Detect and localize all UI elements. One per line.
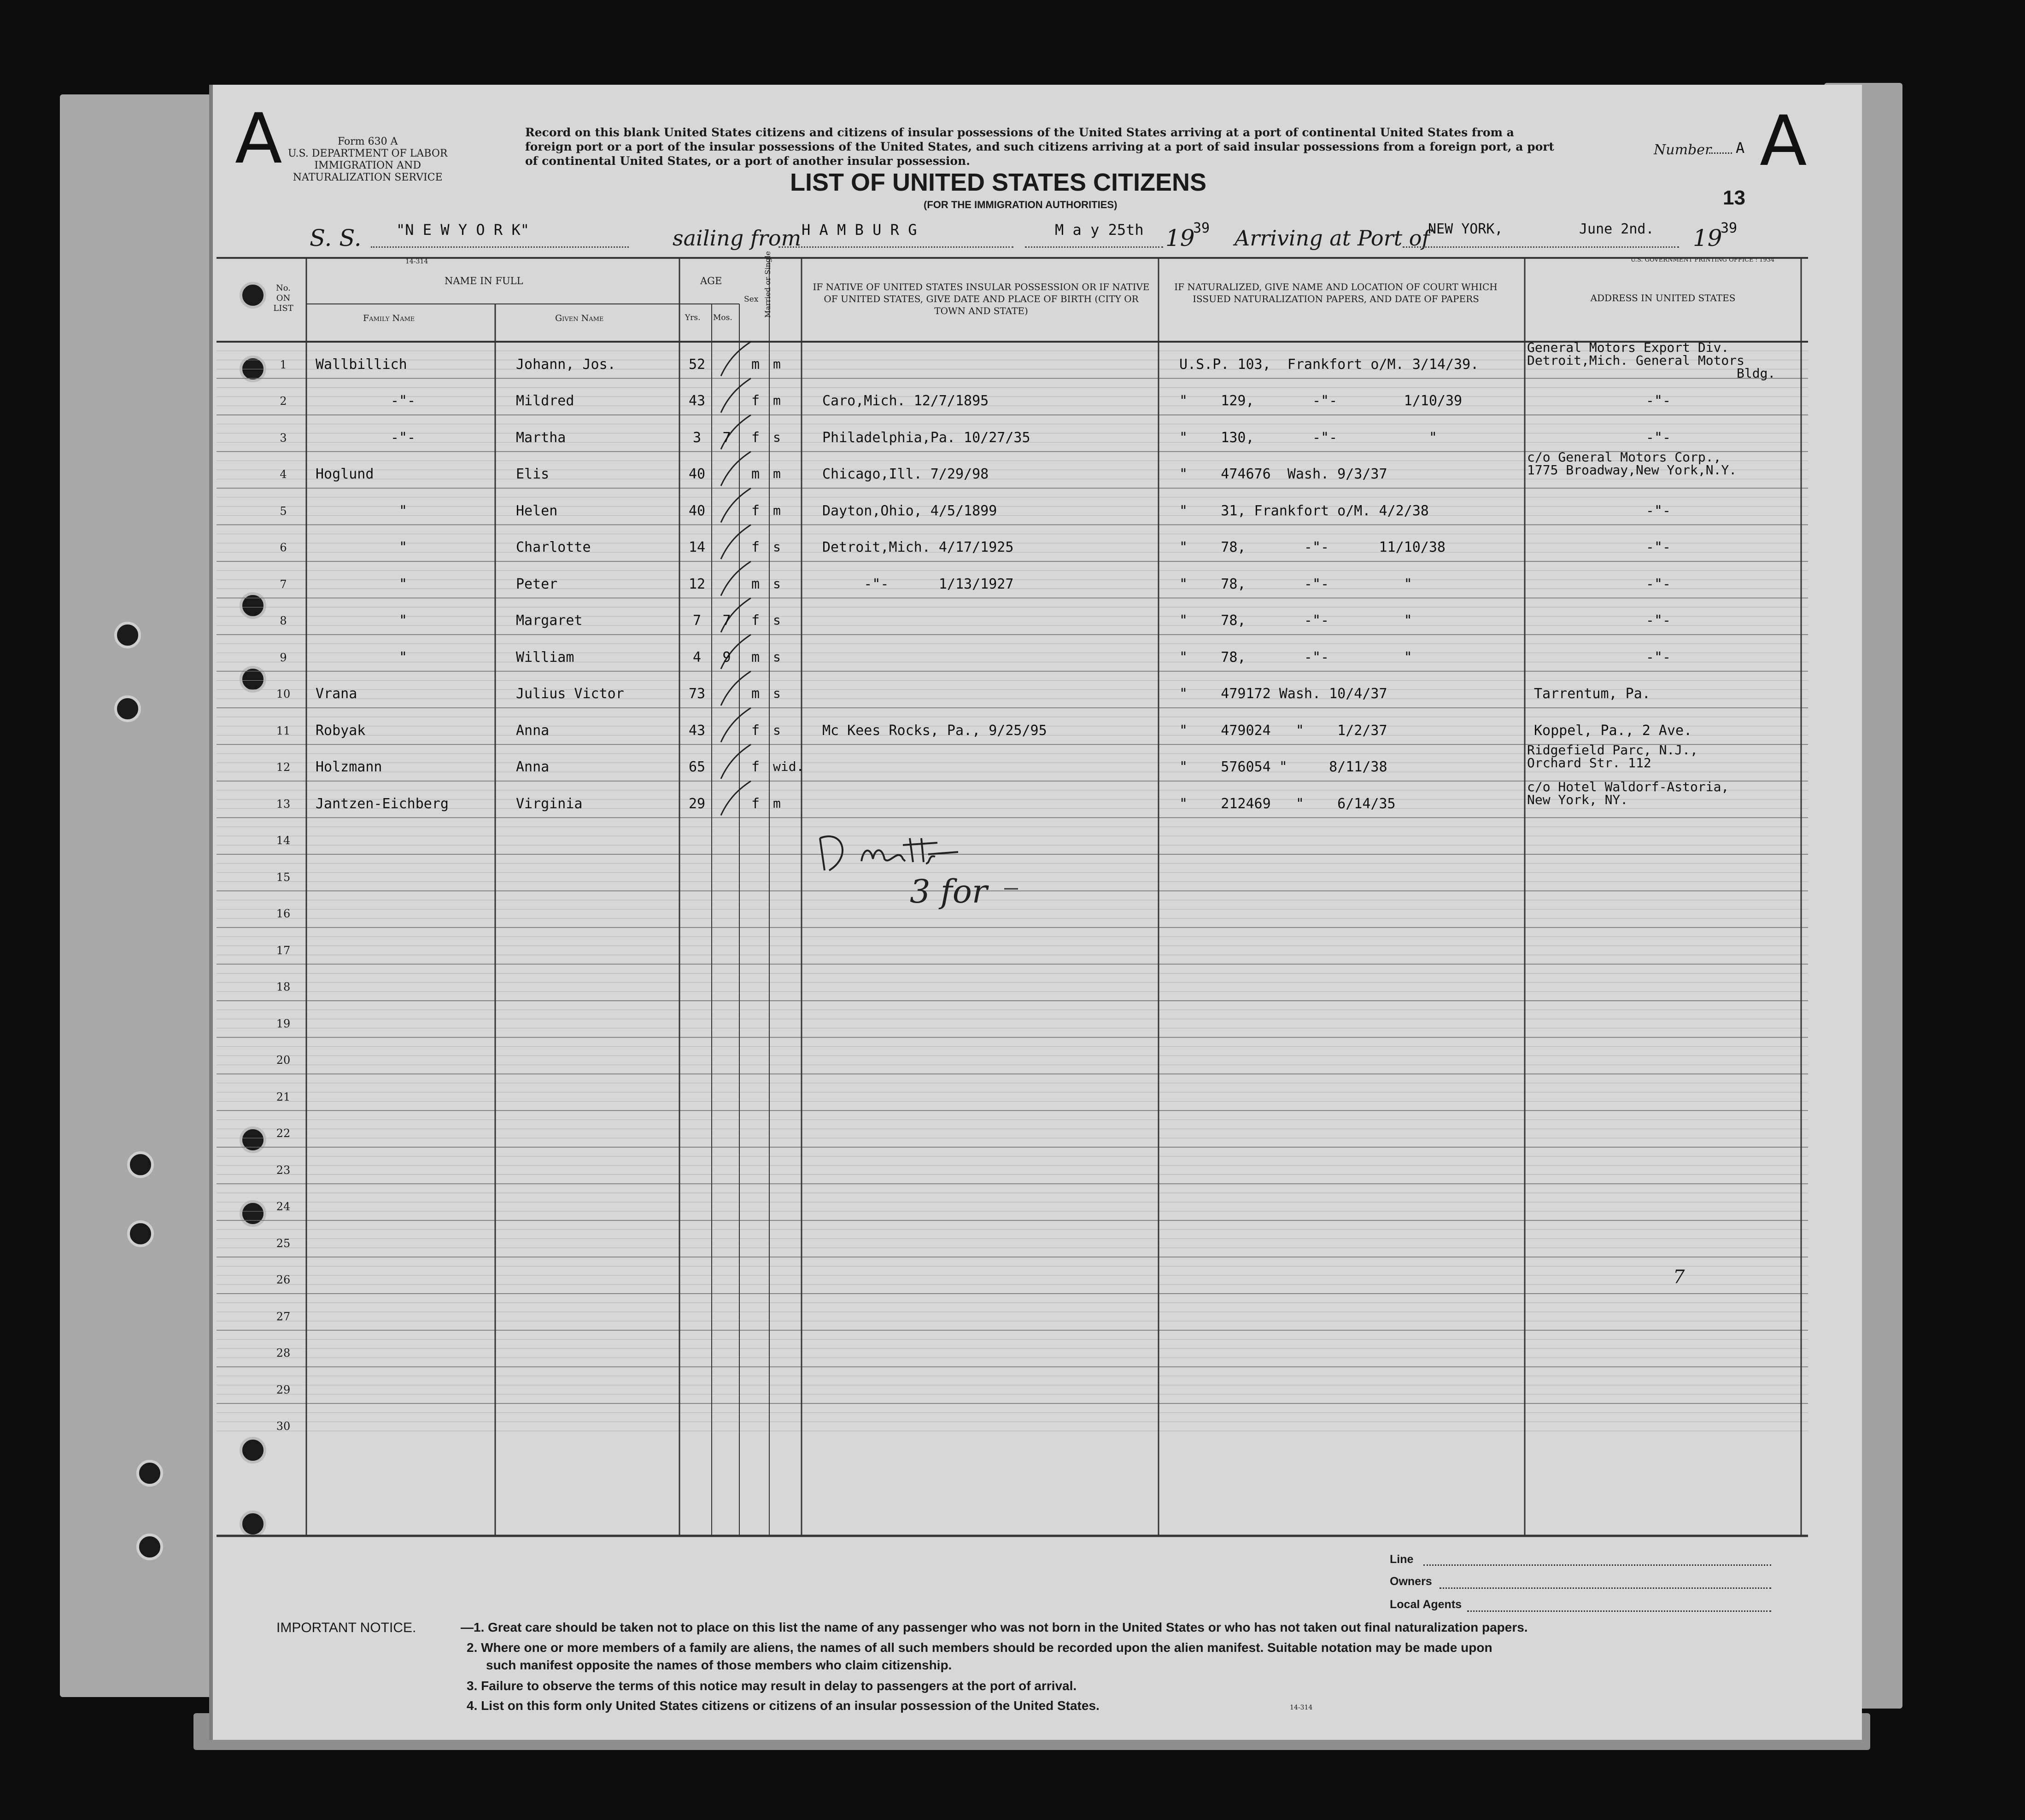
cell-address-line2: New York, NY. [1527,792,1628,807]
cell-given-name: Virginia [516,795,583,812]
row-number: 22 [276,1127,291,1140]
owners-label: Owners [1390,1575,1432,1588]
row-number: 25 [276,1237,291,1250]
cell-address: c/o Hotel Waldorf-Astoria, [1527,779,1729,794]
cell-sex: f [751,722,760,739]
cell-age-years: 14 [688,539,706,555]
col-header-address: ADDRESS IN UNITED STATES [1590,292,1736,303]
cell-marital-status: m [773,466,781,481]
instruction-line: Record on this blank United States citizens and citizens of insular possessions of the United States arriving at a port of continental United States from a [525,126,1514,139]
number-value-typed: A [1736,139,1745,157]
col-header-married: Married or Single [763,251,772,318]
row-number: 11 [276,724,291,737]
row-number: 17 [276,944,291,957]
row-number: 12 [276,761,291,774]
cell-birth: Mc Kees Rocks, Pa., 9/25/95 [822,722,1047,739]
local-agents-label: Local Agents [1390,1598,1462,1611]
form-info-line: Form 630 A [337,136,398,147]
cell-naturalization: " 129, -"- 1/10/39 [1179,393,1463,409]
cell-address: Tarrentum, Pa. [1534,686,1650,702]
cell-age-months: 7 [722,612,731,629]
page-number: 13 [1723,187,1745,209]
cell-given-name: Helen [516,502,558,519]
cell-address: -"- [1645,502,1671,519]
ss-label: S. S. [310,225,362,251]
cell-naturalization: " 78, -"- " [1179,612,1412,629]
cell-age-years: 7 [692,612,702,629]
cell-marital-status: s [773,686,781,701]
local-agents-dots [1467,1610,1771,1612]
line-dots [1423,1564,1771,1566]
cell-given-name: Elis [516,466,550,482]
row-number: 18 [276,980,291,993]
row-number: 5 [280,504,287,518]
notice-item: —1. Great care should be taken not to place on this list the name of any passenger who was not born in the United States or who has not taken out final naturalization papers. [461,1620,1528,1634]
cell-birth: Dayton,Ohio, 4/5/1899 [822,502,997,519]
cell-sex: m [751,576,760,592]
cell-naturalization: " 78, -"- " [1179,649,1412,665]
cell-age-months: 9 [722,649,731,665]
row-number: 29 [276,1383,291,1396]
row-number: 24 [276,1200,291,1213]
notice-code: 14-314 [1290,1704,1313,1711]
cell-naturalization: U.S.P. 103, Frankfort o/M. 3/14/39. [1179,356,1479,373]
cell-family-name: " [398,539,408,555]
row-number: 26 [276,1273,291,1286]
cell-marital-status: s [773,429,781,445]
notice-item: 3. Failure to observe the terms of this notice may result in delay to passengers at the port of arrival. [467,1679,1077,1693]
cell-given-name: Charlotte [516,539,591,555]
cell-sex: m [751,686,760,702]
col-header-yrs: Yrs. [685,313,701,322]
cell-given-name: Peter [516,576,558,592]
cell-address: -"- [1645,393,1671,409]
row-number: 6 [280,541,287,554]
cell-address: Ridgefield Parc, N.J., [1527,742,1698,758]
cell-naturalization: " 474676 Wash. 9/3/37 [1179,466,1387,482]
row-number: 28 [276,1347,291,1359]
cell-address: General Motors Export Div. [1527,339,1729,355]
cell-sex: m [751,649,760,665]
cell-given-name: Martha [516,429,566,446]
col-header-no: No. ON LIST [273,283,293,313]
row-number: 8 [280,614,287,627]
col-header-naturalized: IF NATURALIZED, GIVE NAME AND LOCATION OF COURT WHICH ISSUED NATURALIZATION PAPERS, AND DATE OF PAPERS [1174,281,1498,304]
cell-address: -"- [1645,576,1671,592]
row-number: 4 [280,468,287,481]
number-label: Number [1654,142,1712,158]
cell-address: -"- [1645,539,1671,555]
cell-family-name: Holzmann [316,759,382,775]
cell-age-years: 4 [692,649,702,665]
cell-age-years: 43 [688,393,706,409]
notice-item: such manifest opposite the names of those members who claim citizenship. [486,1658,952,1672]
cell-marital-status: wid. [773,759,804,774]
col-header-age: AGE [700,275,722,286]
row-number: 3 [280,431,287,444]
cell-address: Koppel, Pa., 2 Ave. [1534,722,1692,739]
cell-sex: f [751,539,760,555]
row-number: 27 [276,1310,291,1323]
row-number: 21 [276,1090,291,1103]
cell-marital-status: m [773,502,781,518]
cell-family-name: Vrana [316,686,357,702]
form-info-line: IMMIGRATION AND [314,160,421,171]
line-label: Line [1390,1553,1414,1566]
cell-marital-status: m [773,795,781,811]
cell-family-name: -"- [390,393,416,409]
cell-address: c/o General Motors Corp., [1527,449,1721,465]
row-number: 14 [276,834,291,847]
cell-family-name: " [398,502,408,519]
row-number: 13 [276,797,291,811]
cell-sex: f [751,612,760,629]
cell-address-line2: Orchard Str. 112 [1527,755,1651,770]
cell-birth: Chicago,Ill. 7/29/98 [822,466,989,482]
printing-office: U.S. GOVERNMENT PRINTING OFFICE : 1934 [1631,257,1775,263]
cell-given-name: Anna [516,722,550,739]
cell-marital-status: s [773,612,781,628]
cell-family-name: -"- [390,429,416,446]
col-header-sex: Sex [744,295,759,304]
cell-address: -"- [1645,612,1671,629]
cell-given-name: Anna [516,759,550,775]
cell-age-months: 7 [722,429,731,446]
cell-given-name: Mildred [516,393,574,409]
cell-age-years: 40 [688,502,706,519]
cell-birth: Caro,Mich. 12/7/1895 [822,393,989,409]
row-number: 7 [280,578,287,591]
instruction-line: foreign port or a port of the insular possessions of the United States, and such citizens arriving at a port of said insular possessions from a foreign port, a port [525,140,1554,153]
cell-given-name: Margaret [516,612,583,629]
cell-given-name: Johann, Jos. [516,356,616,373]
handwritten-note [811,820,1069,912]
cell-marital-status: m [773,356,781,372]
cell-naturalization: " 31, Frankfort o/M. 4/2/38 [1179,502,1429,519]
arrival-date: June 2nd. [1579,221,1654,237]
cell-sex: f [751,795,760,812]
row-number: 15 [276,870,291,884]
cell-marital-status: s [773,576,781,591]
page-title: LIST OF UNITED STATES CITIZENS [790,169,1206,196]
cell-family-name: Hoglund [316,466,374,482]
cell-birth: Philadelphia,Pa. 10/27/35 [822,429,1030,446]
col-header-family-name: Family Name [363,313,415,323]
cell-age-years: 43 [688,722,706,739]
page-subtitle: (FOR THE IMMIGRATION AUTHORITIES) [924,199,1118,210]
row-number: 19 [276,1017,291,1030]
form-info-line: U.S. DEPARTMENT OF LABOR [288,148,448,159]
cell-age-years: 12 [688,576,706,592]
corner-letter-left: A [235,99,282,179]
cell-family-name: Wallbillich [316,356,407,373]
notice-item: 2. Where one or more members of a family are aliens, the names of all such members should be recorded upon the alien manifest. Suitable notation may be made upon [467,1640,1492,1655]
cell-naturalization: " 130, -"- " [1179,429,1437,446]
cell-sex: f [751,393,760,409]
cell-birth: -"- 1/13/1927 [822,576,1014,592]
cell-family-name: " [398,612,408,629]
cell-family-name: " [398,576,408,592]
col-header-birth: IF NATIVE OF UNITED STATES INSULAR POSSESSION OR IF NATIVE OF UNITED STATES, GIVE DATE AND PLACE OF BIRTH (CITY OR TOWN AND STATE) [813,281,1150,316]
notice-heading: IMPORTANT NOTICE. [276,1620,416,1635]
cell-age-years: 29 [688,795,706,812]
arrival-port: NEW YORK, [1428,221,1503,237]
arrival-year: 39 [1721,220,1738,236]
cell-naturalization: " 78, -"- " [1179,576,1412,592]
col-header-mos: Mos. [713,313,732,322]
cell-age-years: 3 [692,429,702,446]
cell-sex: m [751,466,760,482]
row-number: 9 [280,651,287,664]
cell-given-name: Julius Victor [516,686,624,702]
handwritten-note-line2: 3 for [910,873,988,910]
cell-given-name: William [516,649,574,665]
cell-birth: Detroit,Mich. 4/17/1925 [822,539,1014,555]
arrival-year-prefix: 19 [1693,225,1722,251]
depart-date: M a y 25th [1055,221,1144,239]
cell-sex: m [751,356,760,373]
cell-family-name: " [398,649,408,665]
cell-marital-status: s [773,649,781,665]
cell-age-years: 40 [688,466,706,482]
row-number: 16 [276,907,291,920]
cell-age-years: 52 [688,356,706,373]
cell-age-years: 73 [688,686,706,702]
row-number: 10 [276,688,291,700]
cell-age-years: 65 [688,759,706,775]
arriving-label: Arriving at Port of [1235,226,1430,251]
col-header-given-name: Given Name [555,313,604,323]
col-header-name-in-full: NAME IN FULL [445,275,523,286]
instruction-line: of continental United States, or a port of another insular possession. [525,154,970,168]
cell-address: -"- [1645,429,1671,446]
depart-year-prefix: 19 [1165,225,1195,251]
cell-naturalization: " 78, -"- 11/10/38 [1179,539,1446,555]
cell-sex: f [751,759,760,775]
cell-address: -"- [1645,649,1671,665]
small-code: 14-314 [405,258,428,265]
ship-name: "N E W Y O R K" [396,221,529,239]
cell-marital-status: s [773,722,781,738]
row-number: 20 [276,1054,291,1067]
from-port: H A M B U R G [802,221,917,239]
row-number: 1 [280,358,287,371]
cell-address-line3: Bldg. [1737,365,1776,381]
row-number: 2 [280,395,287,408]
cell-marital-status: m [773,393,781,408]
cell-sex: f [751,502,760,519]
cell-naturalization: " 479024 " 1/2/37 [1179,722,1387,739]
owners-dots [1440,1587,1771,1589]
cell-family-name: Robyak [316,722,366,739]
notice-item: 4. List on this form only United States citizens or citizens of an insular possession of the United States. [467,1698,1100,1713]
cell-address-line2: Detroit,Mich. General Motors [1527,352,1745,368]
cell-marital-status: s [773,539,781,554]
cell-family-name: Jantzen-Eichberg [316,795,449,812]
margin-mark: 7 [1673,1266,1685,1288]
cell-sex: f [751,429,760,446]
cell-naturalization: " 212469 " 6/14/35 [1179,795,1396,812]
row-number: 23 [276,1163,291,1177]
cell-naturalization: " 479172 Wash. 10/4/37 [1179,686,1387,702]
form-info-line: NATURALIZATION SERVICE [293,172,443,183]
depart-year: 39 [1193,220,1210,236]
row-number: 30 [276,1420,291,1433]
cell-address-line2: 1775 Broadway,New York,N.Y. [1527,462,1737,478]
cell-naturalization: " 576054 " 8/11/38 [1179,759,1387,775]
sailing-label: sailing from [673,226,802,251]
corner-letter-right: A [1760,101,1807,181]
